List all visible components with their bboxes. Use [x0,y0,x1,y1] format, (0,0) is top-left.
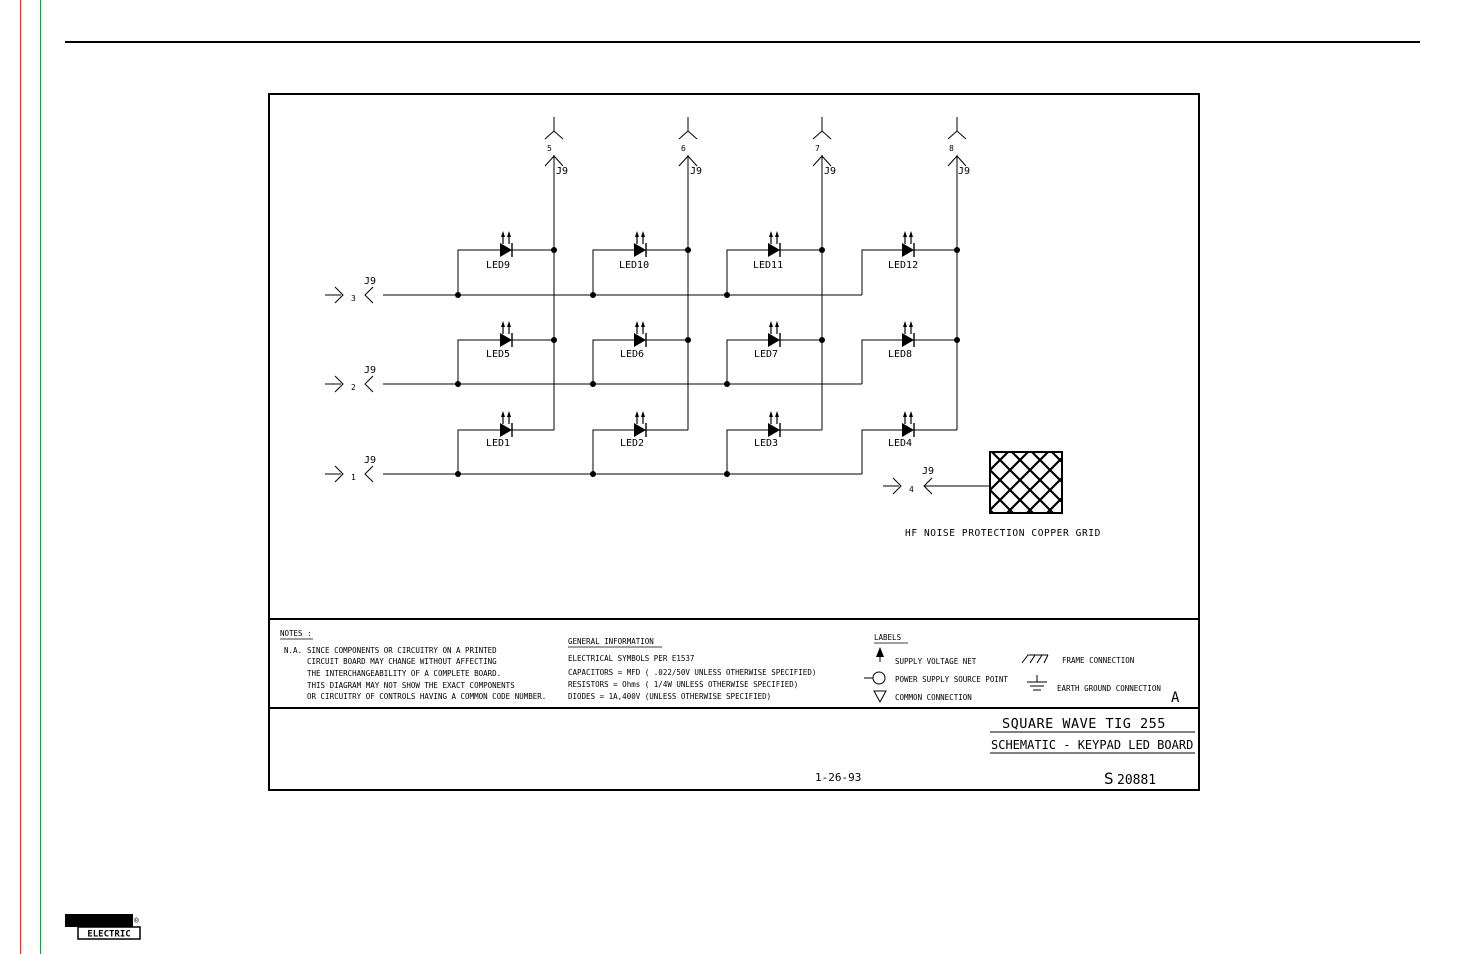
labels-title: LABELS [874,633,902,642]
led9-symbol [500,231,512,257]
svg-text:®: ® [134,916,139,925]
grid-connector [883,478,990,494]
grid-label: HF NOISE PROTECTION COPPER GRID [905,528,1101,539]
connector-ref: J9 [824,166,837,177]
led-diodes [500,231,914,437]
note-line: SINCE COMPONENTS OR CIRCUITRY ON A PRINTED [307,646,497,655]
led-label: LED12 [888,260,919,271]
earth-ground-icon [1027,675,1047,690]
power-supply-source-icon [864,672,885,684]
drawing-title: SCHEMATIC - KEYPAD LED BOARD [991,738,1194,752]
connector-ref: J9 [958,166,971,177]
svg-text:LINCOLN: LINCOLN [74,913,124,928]
frame-connection-icon [1022,655,1048,663]
led10-symbol [634,231,646,257]
notes-prefix: N.A. [284,646,303,655]
led8-symbol [902,321,914,347]
led-label: LED10 [619,260,650,271]
schematic-sheet [268,93,1200,791]
connector-ref: J9 [364,455,377,466]
notes-title: NOTES : [280,629,312,638]
connector-pin-7: 7 [815,144,820,153]
note-line: THE INTERCHANGEABILITY OF A COMPLETE BOARD. [307,669,502,678]
header-rule [65,41,1420,43]
column-wires [554,155,957,430]
led2-symbol [634,411,646,437]
model-title: SQUARE WAVE TIG 255 [1002,716,1166,732]
connector-pin-6: 6 [681,144,686,153]
connector-pin-3: 3 [351,294,356,303]
connector-ref: J9 [364,276,377,287]
general-info-line: RESISTORS = Ohms ( 1/4W UNLESS OTHERWISE SPECIFIED) [568,680,799,689]
led3-symbol [768,411,780,437]
connector-ref: J9 [690,166,703,177]
schematic-drawing [270,95,1198,789]
led1-symbol [500,411,512,437]
led-label: LED6 [620,349,645,360]
connector-pin-1: 1 [351,473,356,482]
left-connectors [325,287,373,482]
general-info-line: DIODES = 1A,400V (UNLESS OTHERWISE SPECIFIED) [568,692,772,701]
lincoln-electric-logo [64,913,142,941]
grid-connector-ref: J9 [922,466,935,477]
svg-text:ELECTRIC: ELECTRIC [87,929,131,940]
revision-letter: A [1171,690,1180,706]
led4-symbol [902,411,914,437]
label-power: POWER SUPPLY SOURCE POINT [895,675,1008,684]
note-line: OR CIRCUITRY OF CONTROLS HAVING A COMMON CODE NUMBER. [307,692,547,701]
led-branches [458,250,957,474]
connector-pin-2: 2 [351,383,356,392]
connector-ref: J9 [556,166,569,177]
led-label: LED9 [486,260,511,271]
led7-symbol [768,321,780,347]
drawing-number: 20881 [1117,773,1157,788]
led-label: LED11 [753,260,784,271]
led-label: LED8 [888,349,913,360]
label-common: COMMON CONNECTION [895,693,972,702]
led11-symbol [768,231,780,257]
green-margin-line [40,0,41,954]
note-line: THIS DIAGRAM MAY NOT SHOW THE EXACT COMPONENTS [307,681,515,690]
led-label: LED3 [754,438,779,449]
general-info-line: ELECTRICAL SYMBOLS PER E1537 [568,654,695,663]
led5-symbol [500,321,512,347]
label-frame: FRAME CONNECTION [1062,656,1135,665]
led12-symbol [902,231,914,257]
connector-ref: J9 [364,365,377,376]
drawing-date: 1-26-93 [815,771,862,784]
drawing-number-prefix: S [1104,769,1114,788]
supply-voltage-icon [876,647,884,662]
led-label: LED1 [486,438,511,449]
top-connectors [545,117,966,166]
copper-grid [990,452,1062,513]
label-earth: EARTH GROUND CONNECTION [1057,684,1161,693]
red-margin-line [20,0,21,954]
led-label: LED5 [486,349,511,360]
led-label: LED7 [754,349,779,360]
junction-dots [455,247,960,477]
note-line: CIRCUIT BOARD MAY CHANGE WITHOUT AFFECTING [307,657,497,666]
led-label: LED2 [620,438,645,449]
led-label: LED4 [888,438,913,449]
grid-connector-pin: 4 [909,485,914,494]
general-info-title: GENERAL INFORMATION [568,637,654,646]
connector-pin-8: 8 [949,144,954,153]
general-info-line: CAPACITORS = MFD ( .022/50V UNLESS OTHERWISE SPECIFIED) [568,668,817,677]
led6-symbol [634,321,646,347]
connector-pin-5: 5 [547,144,552,153]
common-connection-icon [874,691,886,702]
label-supply: SUPPLY VOLTAGE NET [895,657,977,666]
